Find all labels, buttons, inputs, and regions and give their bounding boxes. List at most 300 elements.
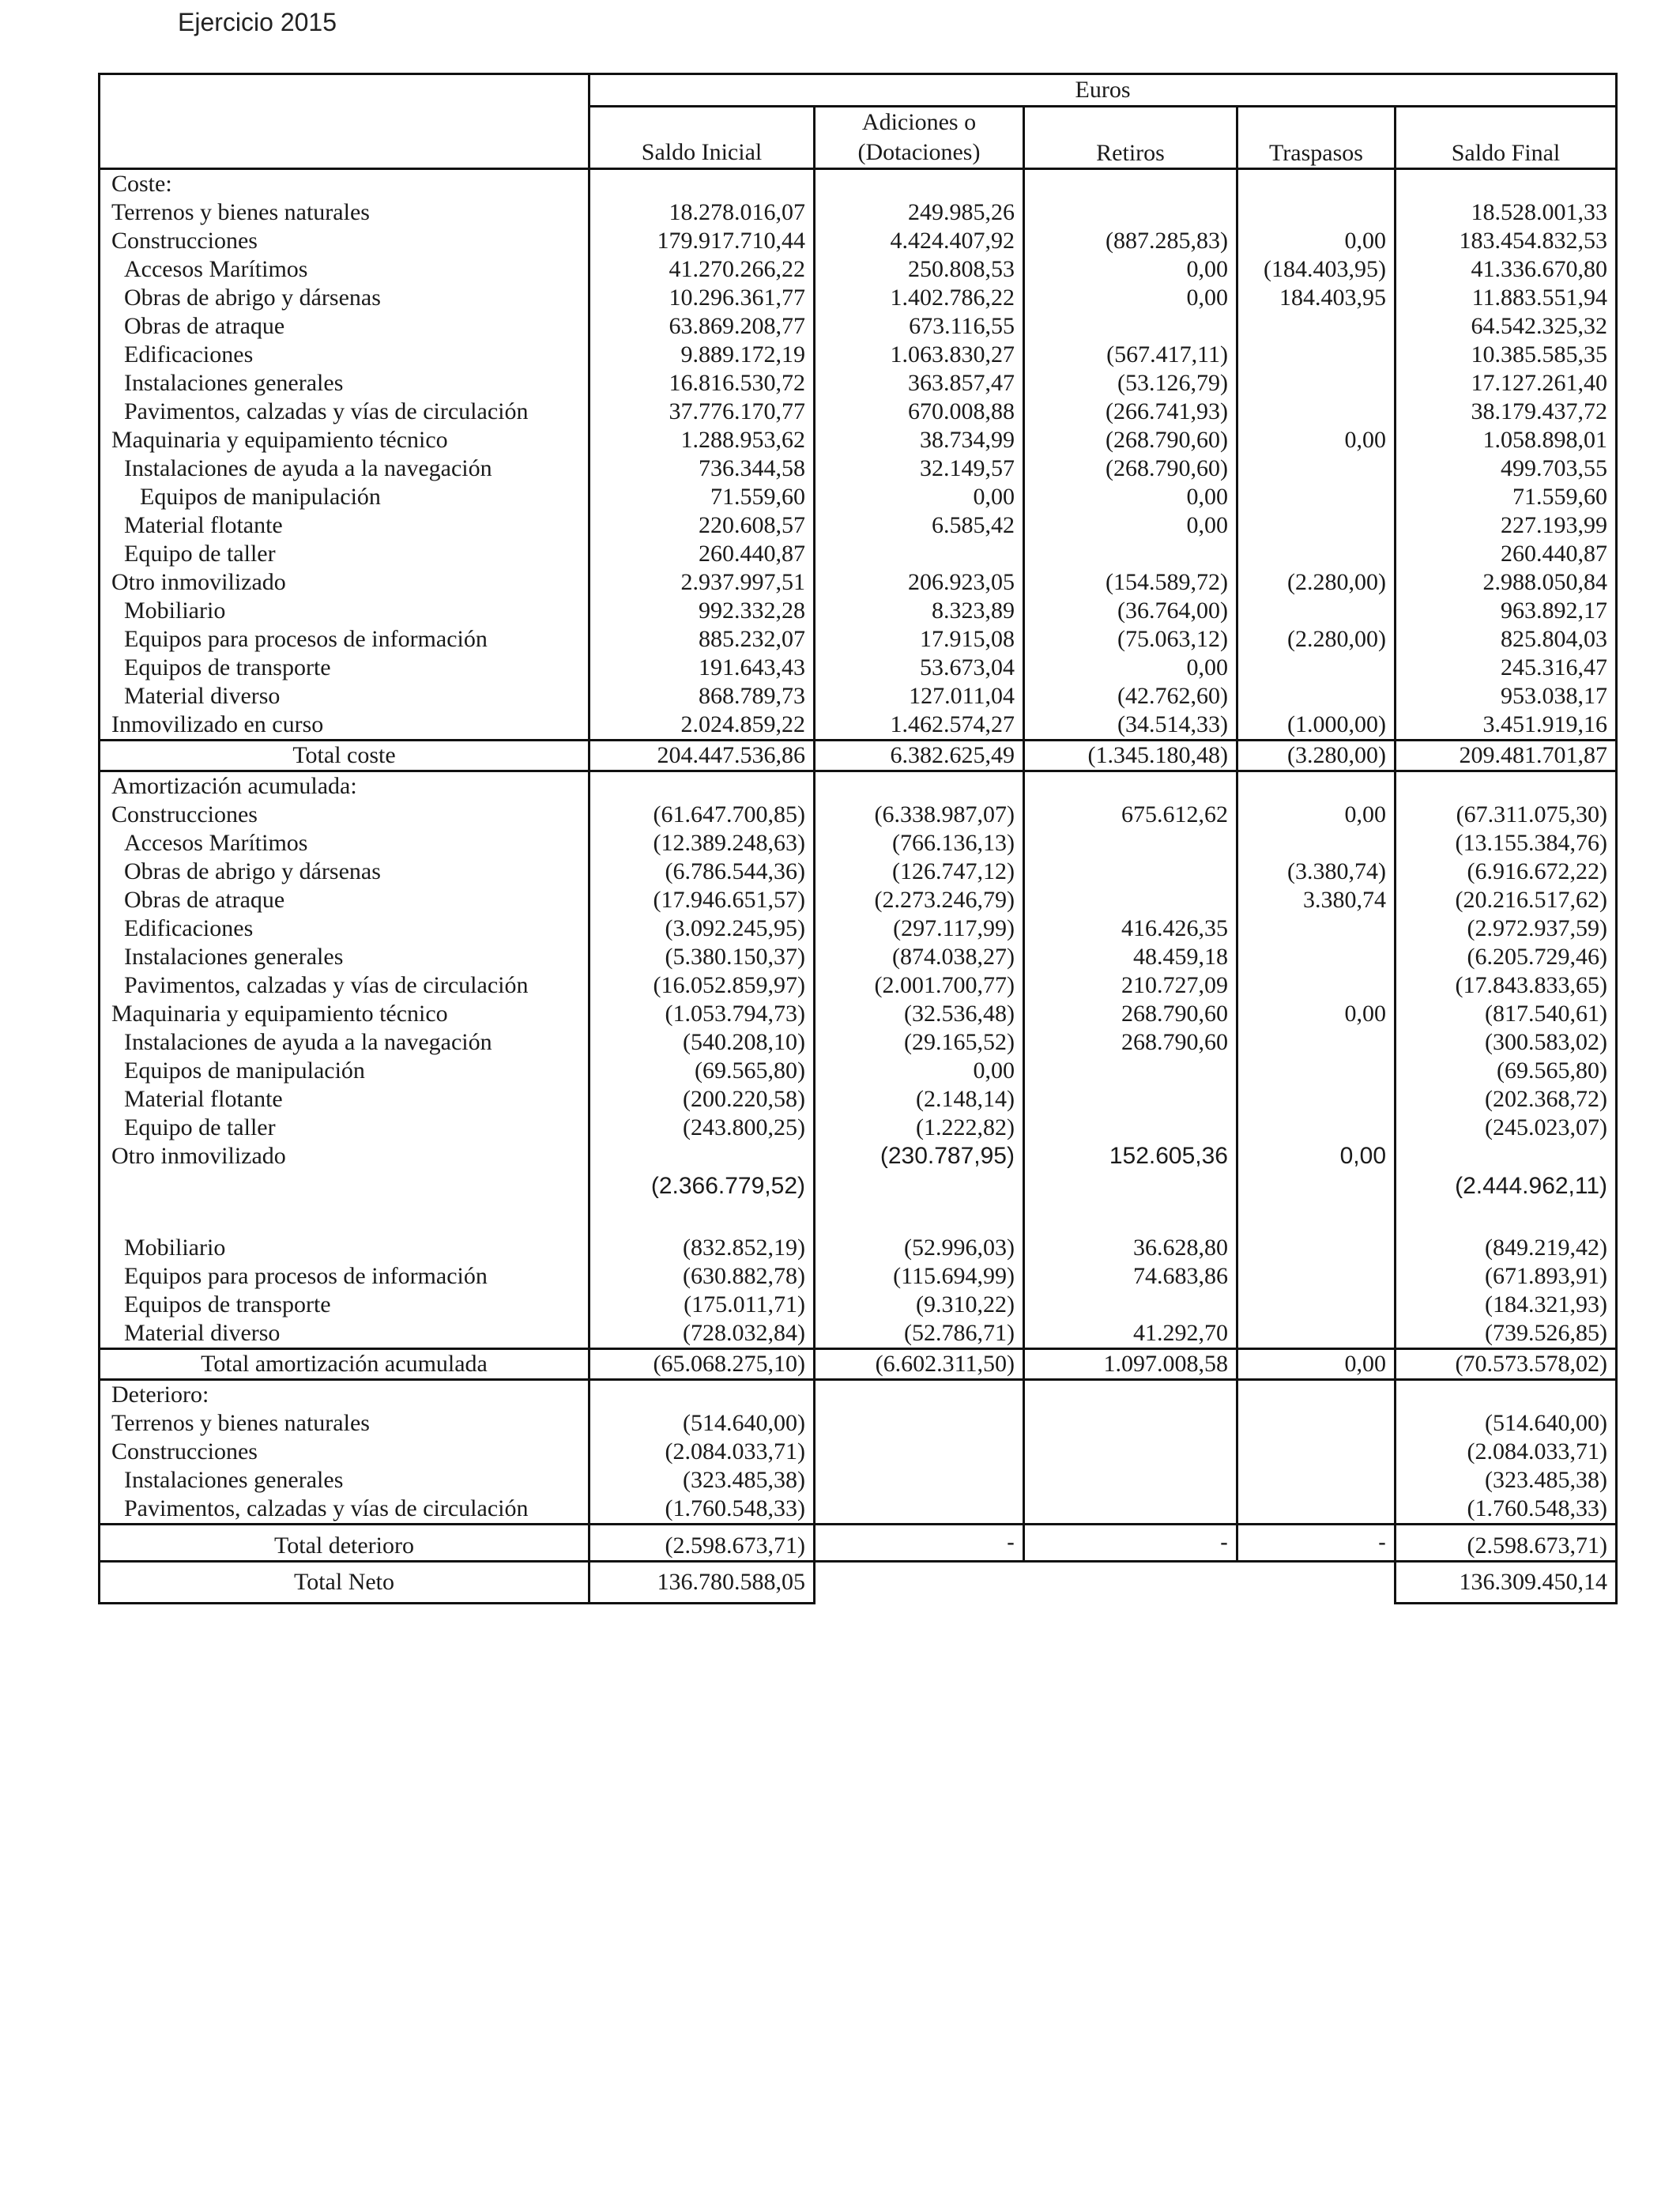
cell-saldo-inicial: 18.278.016,07	[590, 198, 815, 227]
table-row	[100, 1234, 1617, 1262]
cell-adiciones: (766.136,13)	[815, 829, 1024, 858]
section-heading-row	[100, 169, 1617, 199]
cell-saldo-final: 11.883.551,94	[1396, 284, 1617, 312]
row-label: Material diverso	[100, 682, 590, 711]
cell-saldo-final: 38.179.437,72	[1396, 398, 1617, 426]
cell-saldo-final: (13.155.384,76)	[1396, 829, 1617, 858]
cell-adiciones: (9.310,22)	[815, 1291, 1024, 1319]
cell-traspasos: 3.380,74	[1237, 886, 1396, 914]
cell-saldo-final: 499.703,55	[1396, 454, 1617, 483]
cell-retiros	[1024, 1438, 1237, 1466]
cell-saldo-inicial: (16.052.859,97)	[590, 971, 815, 1000]
total-amortizacion-saldo-inicial: (65.068.275,10)	[590, 1349, 815, 1380]
cell-saldo-inicial: (12.389.248,63)	[590, 829, 815, 858]
total-deterioro-saldo-final: (2.598.673,71)	[1396, 1525, 1617, 1562]
cell-saldo-inicial: (6.786.544,36)	[590, 858, 815, 886]
cell-adiciones: 17.915,08	[815, 625, 1024, 654]
cell-retiros	[1024, 1409, 1237, 1438]
cell-saldo-final: (849.219,42)	[1396, 1234, 1617, 1262]
cell-saldo-inicial: (2.084.033,71)	[590, 1438, 815, 1466]
cell-traspasos	[1237, 1291, 1396, 1319]
cell-traspasos	[1237, 341, 1396, 369]
col-saldo-final: Saldo Final	[1396, 107, 1617, 169]
section-deterioro	[100, 1380, 1617, 1410]
cell-saldo-final: (1.760.548,33)	[1396, 1495, 1617, 1525]
table-row	[100, 540, 1617, 568]
cell-saldo-final: (67.311.075,30)	[1396, 801, 1617, 829]
section-coste	[100, 169, 1617, 199]
cell-adiciones: (52.996,03)	[815, 1234, 1024, 1262]
row-label: Inmovilizado en curso	[100, 711, 590, 741]
total-amortizacion-adiciones: (6.602.311,50)	[815, 1349, 1024, 1380]
row-label: Equipos para procesos de información	[100, 625, 590, 654]
table-row	[100, 801, 1617, 829]
cell-adiciones: (2.273.246,79)	[815, 886, 1024, 914]
cell-retiros: 268.790,60	[1024, 1000, 1237, 1028]
cell-adiciones: 0,00	[815, 1057, 1024, 1085]
row-label: Accesos Marítimos	[100, 255, 590, 284]
section-heading-deterioro: Deterioro:	[100, 1380, 590, 1410]
cell-traspasos	[1237, 312, 1396, 341]
table-row	[100, 284, 1617, 312]
row-label: Obras de abrigo y dársenas	[100, 284, 590, 312]
cell-traspasos: 184.403,95	[1237, 284, 1396, 312]
cell-traspasos: (3.380,74)	[1237, 858, 1396, 886]
cell-retiros: (36.764,00)	[1024, 597, 1237, 625]
table-row	[100, 943, 1617, 971]
cell-retiros: (887.285,83)	[1024, 227, 1237, 255]
row-label: Instalaciones generales	[100, 943, 590, 971]
row-label: Edificaciones	[100, 341, 590, 369]
amortizacion-rows-b	[100, 1234, 1617, 1349]
cell-adiciones: 6.585,42	[815, 511, 1024, 540]
row-label: Obras de abrigo y dársenas	[100, 858, 590, 886]
table-row	[100, 398, 1617, 426]
total-neto-row	[100, 1562, 1617, 1604]
row-label: Instalaciones generales	[100, 1466, 590, 1495]
cell-saldo-final: (323.485,38)	[1396, 1466, 1617, 1495]
cell-saldo-inicial: 63.869.208,77	[590, 312, 815, 341]
cell-retiros: (266.741,93)	[1024, 398, 1237, 426]
cell-adiciones: 127.011,04	[815, 682, 1024, 711]
cell-traspasos	[1237, 1262, 1396, 1291]
cell-traspasos	[1237, 682, 1396, 711]
total-neto-label: Total Neto	[100, 1562, 590, 1604]
table-row	[100, 682, 1617, 711]
total-neto	[100, 1562, 1617, 1604]
cell-adiciones: (2.001.700,77)	[815, 971, 1024, 1000]
cell-saldo-final: 260.440,87	[1396, 540, 1617, 568]
cell-saldo-final: (245.023,07)	[1396, 1114, 1617, 1142]
cell-saldo-final: (6.916.672,22)	[1396, 858, 1617, 886]
cell-traspasos	[1237, 1234, 1396, 1262]
spacer-row	[100, 1202, 1617, 1234]
cell-traspasos: 0,00	[1237, 1142, 1396, 1202]
table-row	[100, 454, 1617, 483]
cell-saldo-final: 64.542.325,32	[1396, 312, 1617, 341]
col-adiciones	[815, 107, 1024, 169]
section-amortizacion	[100, 771, 1617, 801]
cell-saldo-inicial: (69.565,80)	[590, 1057, 815, 1085]
cell-saldo-inicial: (728.032,84)	[590, 1319, 815, 1349]
cell-traspasos	[1237, 198, 1396, 227]
cell-adiciones: 8.323,89	[815, 597, 1024, 625]
cell-retiros	[1024, 1085, 1237, 1114]
total-coste-saldo-inicial: 204.447.536,86	[590, 741, 815, 771]
cell-adiciones	[815, 540, 1024, 568]
cell-saldo-final: 71.559,60	[1396, 483, 1617, 511]
row-label: Equipos de manipulación	[100, 483, 590, 511]
table-row	[100, 511, 1617, 540]
cell-adiciones: (230.787,95)	[815, 1142, 1024, 1202]
cell-retiros	[1024, 829, 1237, 858]
section-heading-coste: Coste:	[100, 169, 590, 199]
col-saldo-inicial: Saldo Inicial	[590, 107, 815, 169]
cell-saldo-inicial: (3.092.245,95)	[590, 914, 815, 943]
cell-saldo-inicial: 220.608,57	[590, 511, 815, 540]
cell-saldo-inicial: (514.640,00)	[590, 1409, 815, 1438]
cell-adiciones: 1.402.786,22	[815, 284, 1024, 312]
cell-saldo-final: (184.321,93)	[1396, 1291, 1617, 1319]
cell-saldo-final: (17.843.833,65)	[1396, 971, 1617, 1000]
cell-saldo-inicial: 191.643,43	[590, 654, 815, 682]
table-row	[100, 369, 1617, 398]
cell-retiros: (268.790,60)	[1024, 454, 1237, 483]
total-neto-saldo-final: 136.309.450,14	[1396, 1562, 1617, 1604]
table-row	[100, 886, 1617, 914]
table-row	[100, 426, 1617, 454]
cell-adiciones: (2.148,14)	[815, 1085, 1024, 1114]
total-neto-saldo-inicial: 136.780.588,05	[590, 1562, 815, 1604]
row-label: Equipos de transporte	[100, 654, 590, 682]
cell-saldo-inicial: (1.053.794,73)	[590, 1000, 815, 1028]
cell-saldo-inicial: 260.440,87	[590, 540, 815, 568]
row-label: Obras de atraque	[100, 312, 590, 341]
cell-retiros: (75.063,12)	[1024, 625, 1237, 654]
cell-saldo-final: (2.084.033,71)	[1396, 1438, 1617, 1466]
amortizacion-total	[100, 1349, 1617, 1380]
cell-adiciones: 1.462.574,27	[815, 711, 1024, 741]
row-label: Material flotante	[100, 511, 590, 540]
cell-traspasos: 0,00	[1237, 1000, 1396, 1028]
cell-saldo-final: 17.127.261,40	[1396, 369, 1617, 398]
cell-saldo-final: (6.205.729,46)	[1396, 943, 1617, 971]
deterioro-total	[100, 1525, 1617, 1562]
cell-retiros: 416.426,35	[1024, 914, 1237, 943]
cell-traspasos	[1237, 1319, 1396, 1349]
cell-retiros: 0,00	[1024, 255, 1237, 284]
cell-adiciones: (1.222,82)	[815, 1114, 1024, 1142]
amortizacion-rows-a	[100, 801, 1617, 1142]
row-label: Mobiliario	[100, 1234, 590, 1262]
cell-retiros: 74.683,86	[1024, 1262, 1237, 1291]
cell-saldo-final: 227.193,99	[1396, 511, 1617, 540]
table-row	[100, 255, 1617, 284]
table-row	[100, 341, 1617, 369]
total-row-amortizacion	[100, 1349, 1617, 1380]
row-label: Maquinaria y equipamiento técnico	[100, 1000, 590, 1028]
total-coste-traspasos: (3.280,00)	[1237, 741, 1396, 771]
cell-saldo-final: 18.528.001,33	[1396, 198, 1617, 227]
cell-retiros	[1024, 198, 1237, 227]
table-row	[100, 1114, 1617, 1142]
cell-saldo-final: (20.216.517,62)	[1396, 886, 1617, 914]
cell-saldo-inicial: 9.889.172,19	[590, 341, 815, 369]
cell-saldo-inicial: 885.232,07	[590, 625, 815, 654]
row-label: Instalaciones de ayuda a la navegación	[100, 454, 590, 483]
cell-retiros: (268.790,60)	[1024, 426, 1237, 454]
cell-traspasos	[1237, 1085, 1396, 1114]
header-label-cell	[100, 74, 590, 169]
row-label: Terrenos y bienes naturales	[100, 1409, 590, 1438]
cell-saldo-final: (514.640,00)	[1396, 1409, 1617, 1438]
section-heading-amortizacion: Amortización acumulada:	[100, 771, 590, 801]
cell-retiros: 48.459,18	[1024, 943, 1237, 971]
table-row	[100, 1057, 1617, 1085]
table-row	[100, 858, 1617, 886]
cell-saldo-inicial: (1.760.548,33)	[590, 1495, 815, 1525]
cell-retiros	[1024, 1291, 1237, 1319]
cell-retiros: 210.727,09	[1024, 971, 1237, 1000]
cell-saldo-inicial: (323.485,38)	[590, 1466, 815, 1495]
section-heading-row	[100, 1380, 1617, 1410]
row-label: Equipos para procesos de información	[100, 1262, 590, 1291]
table-row-otro-inmovilizado	[100, 1142, 1617, 1202]
cell-saldo-final: (300.583,02)	[1396, 1028, 1617, 1057]
cell-adiciones: (874.038,27)	[815, 943, 1024, 971]
cell-adiciones: 673.116,55	[815, 312, 1024, 341]
row-label: Equipos de transporte	[100, 1291, 590, 1319]
table-row	[100, 1466, 1617, 1495]
table-row	[100, 568, 1617, 597]
cell-retiros	[1024, 312, 1237, 341]
table-row	[100, 1085, 1617, 1114]
row-label: Obras de atraque	[100, 886, 590, 914]
cell-saldo-final: 963.892,17	[1396, 597, 1617, 625]
cell-saldo-final: (2.972.937,59)	[1396, 914, 1617, 943]
cell-saldo-inicial: 2.937.997,51	[590, 568, 815, 597]
row-label: Material diverso	[100, 1319, 590, 1349]
cell-adiciones: 0,00	[815, 483, 1024, 511]
cell-saldo-final: 245.316,47	[1396, 654, 1617, 682]
cell-adiciones: (32.536,48)	[815, 1000, 1024, 1028]
cell-saldo-inicial: 992.332,28	[590, 597, 815, 625]
cell-retiros: (154.589,72)	[1024, 568, 1237, 597]
coste-total	[100, 741, 1617, 771]
cell-adiciones: 4.424.407,92	[815, 227, 1024, 255]
cell-retiros: 152.605,36	[1024, 1142, 1237, 1202]
table-row	[100, 711, 1617, 741]
cell-traspasos	[1237, 1409, 1396, 1438]
cell-retiros	[1024, 540, 1237, 568]
cell-saldo-inicial: 1.288.953,62	[590, 426, 815, 454]
cell-saldo-inicial: (200.220,58)	[590, 1085, 815, 1114]
section-heading-row	[100, 771, 1617, 801]
cell-saldo-final: (671.893,91)	[1396, 1262, 1617, 1291]
cell-saldo-final: 1.058.898,01	[1396, 426, 1617, 454]
row-label: Pavimentos, calzadas y vías de circulación	[100, 1495, 590, 1525]
table-row	[100, 1495, 1617, 1525]
cell-adiciones: 53.673,04	[815, 654, 1024, 682]
coste-rows	[100, 198, 1617, 741]
total-deterioro-retiros: -	[1024, 1525, 1237, 1562]
cell-saldo-inicial: (61.647.700,85)	[590, 801, 815, 829]
table-row	[100, 1319, 1617, 1349]
cell-traspasos: (2.280,00)	[1237, 568, 1396, 597]
cell-traspasos	[1237, 914, 1396, 943]
table-row	[100, 914, 1617, 943]
cell-retiros	[1024, 1466, 1237, 1495]
cell-retiros	[1024, 858, 1237, 886]
cell-retiros	[1024, 1057, 1237, 1085]
table-row	[100, 198, 1617, 227]
table-row	[100, 312, 1617, 341]
cell-adiciones	[815, 1438, 1024, 1466]
total-coste-label: Total coste	[100, 741, 590, 771]
header-group-euros: Euros	[590, 74, 1617, 107]
cell-traspasos	[1237, 1495, 1396, 1525]
total-row-coste	[100, 741, 1617, 771]
cell-saldo-final: 2.988.050,84	[1396, 568, 1617, 597]
table-row	[100, 1409, 1617, 1438]
total-coste-saldo-final: 209.481.701,87	[1396, 741, 1617, 771]
cell-retiros: 0,00	[1024, 511, 1237, 540]
cell-saldo-inicial: (17.946.651,57)	[590, 886, 815, 914]
col-adiciones-line1: Adiciones o	[861, 109, 977, 135]
cell-retiros: 268.790,60	[1024, 1028, 1237, 1057]
cell-traspasos	[1237, 1028, 1396, 1057]
cell-saldo-final: (202.368,72)	[1396, 1085, 1617, 1114]
row-label: Accesos Marítimos	[100, 829, 590, 858]
total-deterioro-saldo-inicial: (2.598.673,71)	[590, 1525, 815, 1562]
cell-traspasos: 0,00	[1237, 801, 1396, 829]
table-row	[100, 971, 1617, 1000]
cell-traspasos: 0,00	[1237, 426, 1396, 454]
fixed-assets-table	[98, 73, 1618, 1604]
cell-traspasos	[1237, 1438, 1396, 1466]
cell-saldo-inicial: 868.789,73	[590, 682, 815, 711]
total-coste-retiros: (1.345.180,48)	[1024, 741, 1237, 771]
cell-traspasos: (2.280,00)	[1237, 625, 1396, 654]
cell-retiros: (42.762,60)	[1024, 682, 1237, 711]
cell-retiros: (567.417,11)	[1024, 341, 1237, 369]
table-row	[100, 654, 1617, 682]
table-row	[100, 1291, 1617, 1319]
cell-saldo-inicial: (832.852,19)	[590, 1234, 815, 1262]
cell-traspasos: (1.000,00)	[1237, 711, 1396, 741]
total-row-deterioro	[100, 1525, 1617, 1562]
cell-saldo-inicial: 37.776.170,77	[590, 398, 815, 426]
cell-adiciones	[815, 1409, 1024, 1438]
cell-saldo-final: (69.565,80)	[1396, 1057, 1617, 1085]
row-label: Terrenos y bienes naturales	[100, 198, 590, 227]
row-label: Construcciones	[100, 801, 590, 829]
table-row	[100, 483, 1617, 511]
cell-traspasos	[1237, 654, 1396, 682]
table-row	[100, 1028, 1617, 1057]
cell-adiciones: (297.117,99)	[815, 914, 1024, 943]
cell-saldo-inicial: (540.208,10)	[590, 1028, 815, 1057]
cell-retiros: (53.126,79)	[1024, 369, 1237, 398]
table-row	[100, 227, 1617, 255]
cell-retiros: 0,00	[1024, 483, 1237, 511]
row-label: Instalaciones generales	[100, 369, 590, 398]
cell-retiros	[1024, 1495, 1237, 1525]
cell-traspasos: 0,00	[1237, 227, 1396, 255]
cell-saldo-final: 10.385.585,35	[1396, 341, 1617, 369]
cell-adiciones: 363.857,47	[815, 369, 1024, 398]
cell-traspasos	[1237, 1057, 1396, 1085]
cell-saldo-final: (739.526,85)	[1396, 1319, 1617, 1349]
cell-adiciones: (126.747,12)	[815, 858, 1024, 886]
cell-saldo-inicial: 179.917.710,44	[590, 227, 815, 255]
cell-retiros: 0,00	[1024, 654, 1237, 682]
page-title: Ejercicio 2015	[178, 8, 337, 36]
row-label: Edificaciones	[100, 914, 590, 943]
cell-retiros	[1024, 886, 1237, 914]
cell-adiciones: (115.694,99)	[815, 1262, 1024, 1291]
cell-retiros: 36.628,80	[1024, 1234, 1237, 1262]
total-amortizacion-traspasos: 0,00	[1237, 1349, 1396, 1380]
cell-traspasos	[1237, 540, 1396, 568]
cell-saldo-inicial: 2.024.859,22	[590, 711, 815, 741]
cell-traspasos	[1237, 369, 1396, 398]
cell-saldo-inicial: (175.011,71)	[590, 1291, 815, 1319]
cell-saldo-final: 825.804,03	[1396, 625, 1617, 654]
cell-saldo-final: 183.454.832,53	[1396, 227, 1617, 255]
cell-adiciones	[815, 1495, 1024, 1525]
cell-saldo-final: 41.336.670,80	[1396, 255, 1617, 284]
cell-saldo-final: (2.444.962,11)	[1396, 1142, 1617, 1202]
cell-adiciones: 206.923,05	[815, 568, 1024, 597]
cell-saldo-inicial: 41.270.266,22	[590, 255, 815, 284]
table-row	[100, 1000, 1617, 1028]
row-label: Pavimentos, calzadas y vías de circulación	[100, 971, 590, 1000]
total-amortizacion-retiros: 1.097.008,58	[1024, 1349, 1237, 1380]
cell-traspasos	[1237, 597, 1396, 625]
table-row	[100, 1262, 1617, 1291]
total-amortizacion-saldo-final: (70.573.578,02)	[1396, 1349, 1617, 1380]
cell-adiciones: (6.338.987,07)	[815, 801, 1024, 829]
cell-saldo-final: 3.451.919,16	[1396, 711, 1617, 741]
row-label: Equipos de manipulación	[100, 1057, 590, 1085]
amortizacion-otro	[100, 1142, 1617, 1234]
row-label: Equipo de taller	[100, 540, 590, 568]
total-amortizacion-label: Total amortización acumulada	[100, 1349, 590, 1380]
cell-traspasos	[1237, 943, 1396, 971]
total-deterioro-traspasos: -	[1237, 1525, 1396, 1562]
cell-adiciones: 38.734,99	[815, 426, 1024, 454]
row-label: Instalaciones de ayuda a la navegación	[100, 1028, 590, 1057]
col-adiciones-line2: (Dotaciones)	[857, 139, 981, 165]
cell-retiros: 0,00	[1024, 284, 1237, 312]
cell-saldo-inicial: (5.380.150,37)	[590, 943, 815, 971]
row-label: Otro inmovilizado	[100, 1142, 590, 1202]
row-label: Material flotante	[100, 1085, 590, 1114]
cell-traspasos	[1237, 398, 1396, 426]
table-row	[100, 597, 1617, 625]
total-deterioro-label: Total deterioro	[100, 1525, 590, 1562]
cell-traspasos	[1237, 511, 1396, 540]
cell-saldo-final: 953.038,17	[1396, 682, 1617, 711]
cell-saldo-inicial: 71.559,60	[590, 483, 815, 511]
cell-traspasos	[1237, 1466, 1396, 1495]
deterioro-rows	[100, 1409, 1617, 1525]
cell-retiros: 675.612,62	[1024, 801, 1237, 829]
table-row	[100, 829, 1617, 858]
cell-traspasos	[1237, 483, 1396, 511]
row-label: Mobiliario	[100, 597, 590, 625]
